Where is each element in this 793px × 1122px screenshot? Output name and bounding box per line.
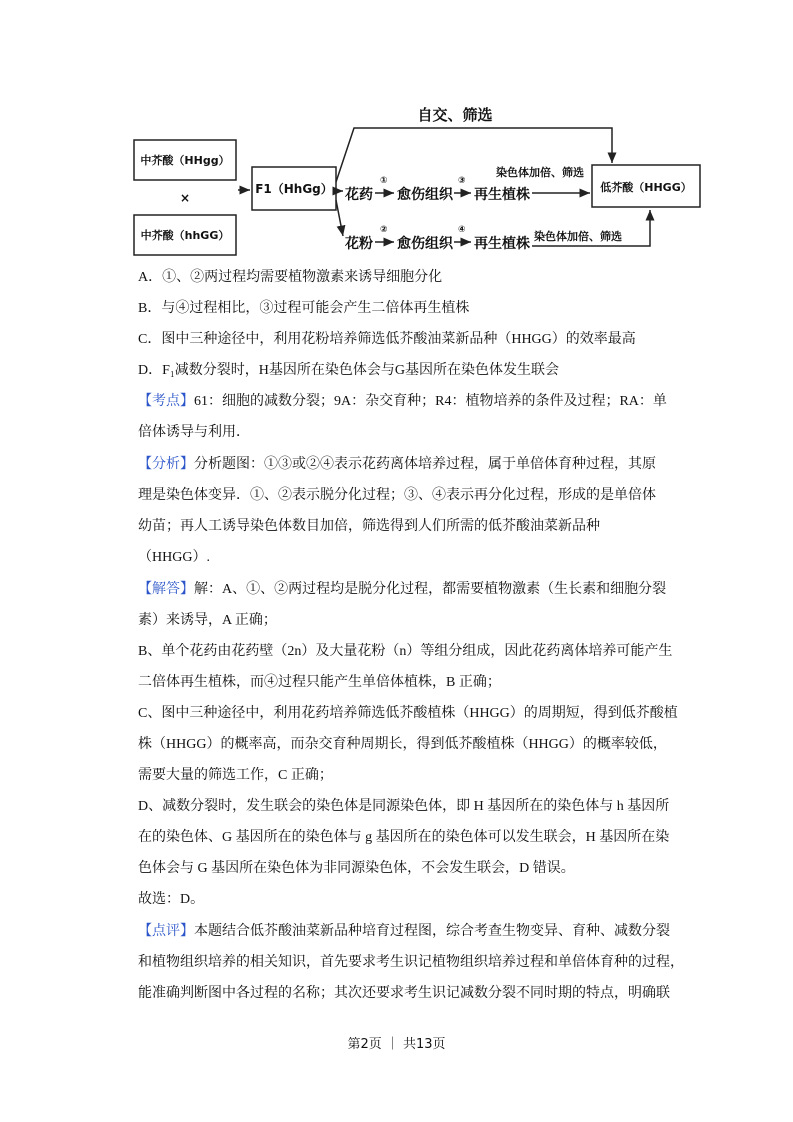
callus-label: 愈伤组织 [397, 187, 453, 203]
step-3: ③ [458, 176, 466, 186]
step-1: ① [380, 176, 388, 186]
text: 61：细胞的减数分裂；9A：杂交育种；R4：植物培养的条件及过程；RA：单 [194, 394, 667, 409]
fenxi-line: （HHGG）. [138, 550, 210, 565]
f1-label: F1（HhGg） [255, 182, 333, 196]
option-d: D．F₁减数分裂时，H基因所在染色体会与G基因所在染色体发生联会 [138, 363, 559, 378]
plant-label: 再生植株 [474, 187, 530, 203]
text: 本题结合低芥酸油菜新品种培育过程图，综合考查生物变异、育种、减数分裂 [194, 924, 670, 939]
doubling-label: 染色体加倍、筛选 [496, 166, 584, 179]
kaodian-line [138, 392, 667, 412]
selfing-label: 自交、筛选 [417, 106, 493, 124]
dianping-line [138, 922, 670, 942]
fenxi-line: 幼苗；再人工诱导染色体数目加倍，筛选得到人们所需的低芥酸油菜新品种 [138, 519, 600, 534]
option-c: C．图中三种途径中，利用花粉培养筛选低芥酸油菜新品种（HHGG）的效率最高 [138, 332, 636, 347]
jieda-line: 色体会与 G 基因所在染色体为非同源染色体，不会发生联会，D 错误。 [138, 861, 575, 876]
page-footer: 第2页 ｜ 共13页 [347, 1037, 446, 1052]
jieda-line: B、单个花药由花药壁（2n）及大量花粉（n）等组分组成，因此花药离体培养可能产生 [138, 644, 673, 659]
option-a: A．①、②两过程均需要植物激素来诱导细胞分化 [138, 270, 443, 285]
step-4: ④ [458, 225, 466, 235]
dianping-line: 和植物组织培养的相关知识，首先要求考生识记植物组织培养过程和单倍体育种的过程， [138, 955, 684, 970]
dianping-line: 能准确判断图中各过程的名称；其次还要求考生识记减数分裂不同时期的特点，明确联 [138, 986, 670, 1001]
jieda-line: D、减数分裂时，发生联会的染色体是同源染色体，即 H 基因所在的染色体与 h 基因所 [138, 799, 670, 814]
jieda-tag: 【解答】 [138, 582, 194, 597]
kaodian-tag: 【考点】 [138, 394, 194, 409]
cross-symbol: × [179, 191, 191, 205]
parent1-label: 中芥酸（HHgg） [140, 154, 230, 167]
dianping-tag: 【点评】 [138, 924, 194, 939]
jieda-line: 二倍体再生植株，而④过程只能产生单倍体植株，B 正确； [138, 675, 501, 690]
text: 分析题图：①③或②④表示花药离体培养过程，属于单倍体育种过程，其原 [194, 457, 656, 472]
option-b: B．与④过程相比，③过程可能会产生二倍体再生植株 [138, 301, 470, 316]
jieda-line: 在的染色体、G 基因所在的染色体与 g 基因所在的染色体可以发生联会，H 基因所在染 [138, 830, 670, 845]
pollen-label: 花粉 [345, 236, 373, 252]
parent2-label: 中芥酸（hhGG） [140, 229, 230, 242]
fenxi-line: 理是染色体变异．①、②表示脱分化过程；③、④表示再分化过程，形成的是单倍体 [138, 488, 656, 503]
fenxi-line [138, 455, 656, 475]
breeding-flow-diagram [0, 0, 793, 262]
kaodian-line: 倍体诱导与利用． [138, 425, 250, 440]
jieda-line [138, 580, 666, 600]
result-label: 低芥酸（HHGG） [600, 181, 692, 194]
doubling-label: 染色体加倍、筛选 [534, 230, 622, 243]
jieda-line: C、图中三种途径中，利用花药培养筛选低芥酸植株（HHGG）的周期短，得到低芥酸植 [138, 706, 678, 721]
jieda-line: 需要大量的筛选工作，C 正确； [138, 768, 333, 783]
jieda-line: 素）来诱导，A 正确； [138, 613, 277, 628]
fenxi-tag: 【分析】 [138, 457, 194, 472]
jieda-line: 株（HHGG）的概率高，而杂交育种周期长，得到低芥酸植株（HHGG）的概率较低， [138, 737, 667, 752]
callus-label: 愈伤组织 [397, 236, 453, 252]
arrow [336, 200, 343, 236]
text: 解：A、①、②两过程均是脱分化过程，都需要植物激素（生长素和细胞分裂 [194, 582, 667, 597]
step-2: ② [380, 225, 388, 235]
anther-label: 花药 [345, 187, 373, 203]
answer-line: 故选：D。 [138, 892, 205, 907]
plant-label: 再生植株 [474, 236, 530, 252]
